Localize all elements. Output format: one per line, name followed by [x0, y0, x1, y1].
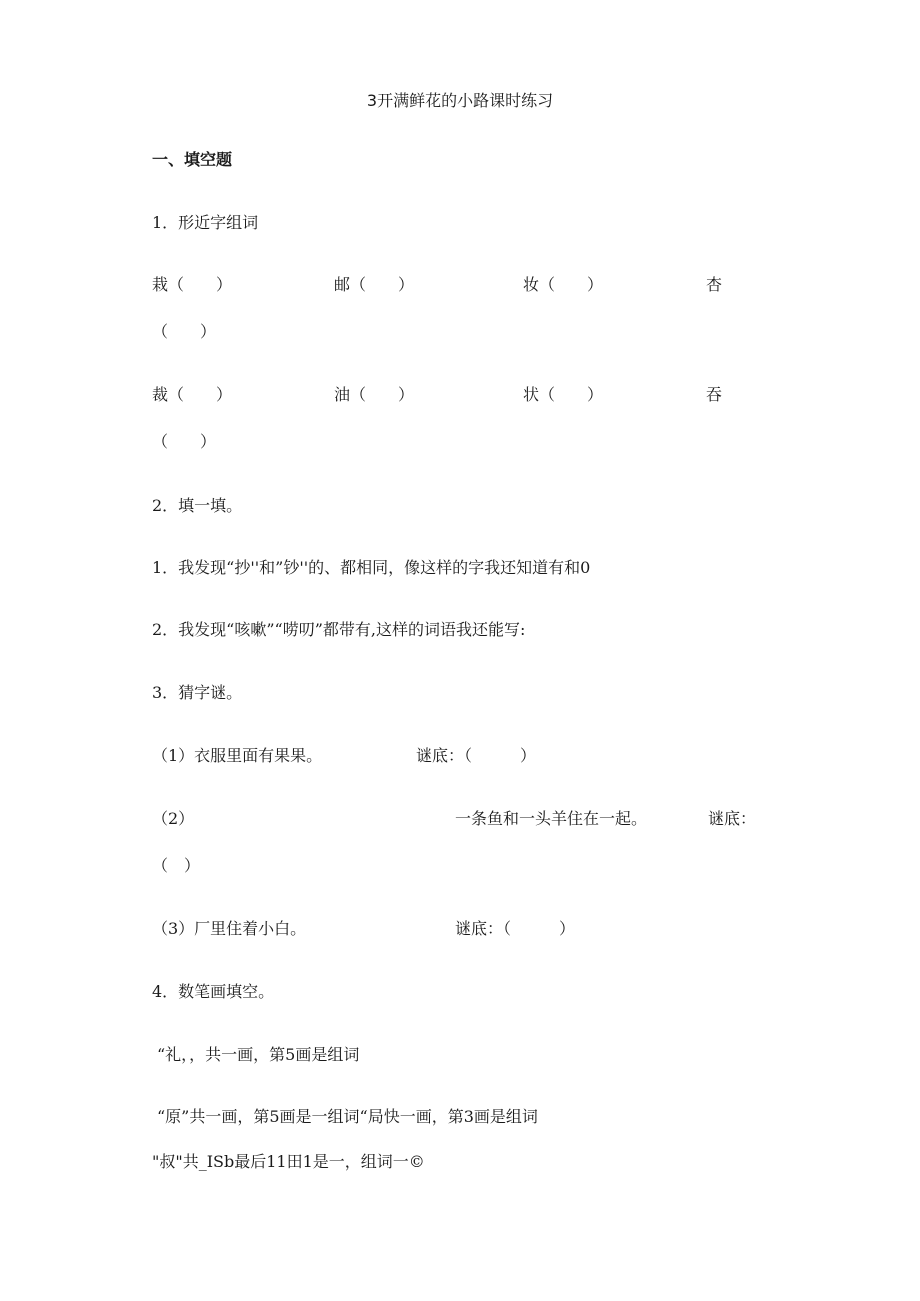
riddle-2-text: 一条鱼和一头羊住在一起。 [455, 809, 648, 828]
q2-item-2: 2．我发现“咳嗽”“唠叨”都带有,这样的词语我还能写: [152, 620, 526, 639]
riddle-1-text: （1）衣服里面有果果。 [152, 746, 323, 765]
q4-line-3: "叔"共_ISb最后11田1是一，组词一© [152, 1152, 425, 1171]
riddle-2-continuation: （ ） [152, 856, 201, 875]
page-title: 3开满鲜花的小路课时练习 [366, 91, 554, 110]
q4-line-1: “礼，，共一画，第5画是组词 [157, 1045, 360, 1064]
q1-row1-item-3: 妆（ ） [523, 275, 604, 294]
section-heading-fill-in: 一、填空题 [152, 150, 233, 169]
riddle-3-answer: 谜底：（ ） [455, 919, 576, 938]
q1-row2-item-3: 状（ ） [523, 385, 604, 404]
q1-row1-continuation: （ ） [152, 322, 217, 341]
riddle-2-number: （2） [152, 809, 195, 828]
q1-row2-item-4: 吞 [706, 385, 723, 404]
q1-row1-item-2: 邮（ ） [334, 275, 415, 294]
q1-row1-item-4: 杏 [706, 275, 723, 294]
question-1-heading: 1．形近字组词 [152, 213, 259, 232]
q1-row2-continuation: （ ） [152, 432, 217, 451]
q2-item-1: 1．我发现“抄''和”钞''的、都相同，像这样的字我还知道有和0 [152, 558, 591, 577]
question-2-heading: 2．填一填。 [152, 496, 243, 515]
q1-row1-item-1: 栽（ ） [152, 275, 233, 294]
q4-line-2: “原”共一画，第5画是一组词“局快一画，第3画是组词 [157, 1107, 538, 1126]
question-4-heading: 4．数笔画填空。 [152, 982, 275, 1001]
riddle-2-answer: 谜底： [708, 809, 757, 828]
q1-row2-item-2: 油（ ） [334, 385, 415, 404]
riddle-3-text: （3）厂里住着小白。 [152, 919, 307, 938]
question-3-heading: 3．猜字谜。 [152, 683, 243, 702]
riddle-1-answer: 谜底：（ ） [416, 746, 537, 765]
q1-row2-item-1: 裁（ ） [152, 385, 233, 404]
